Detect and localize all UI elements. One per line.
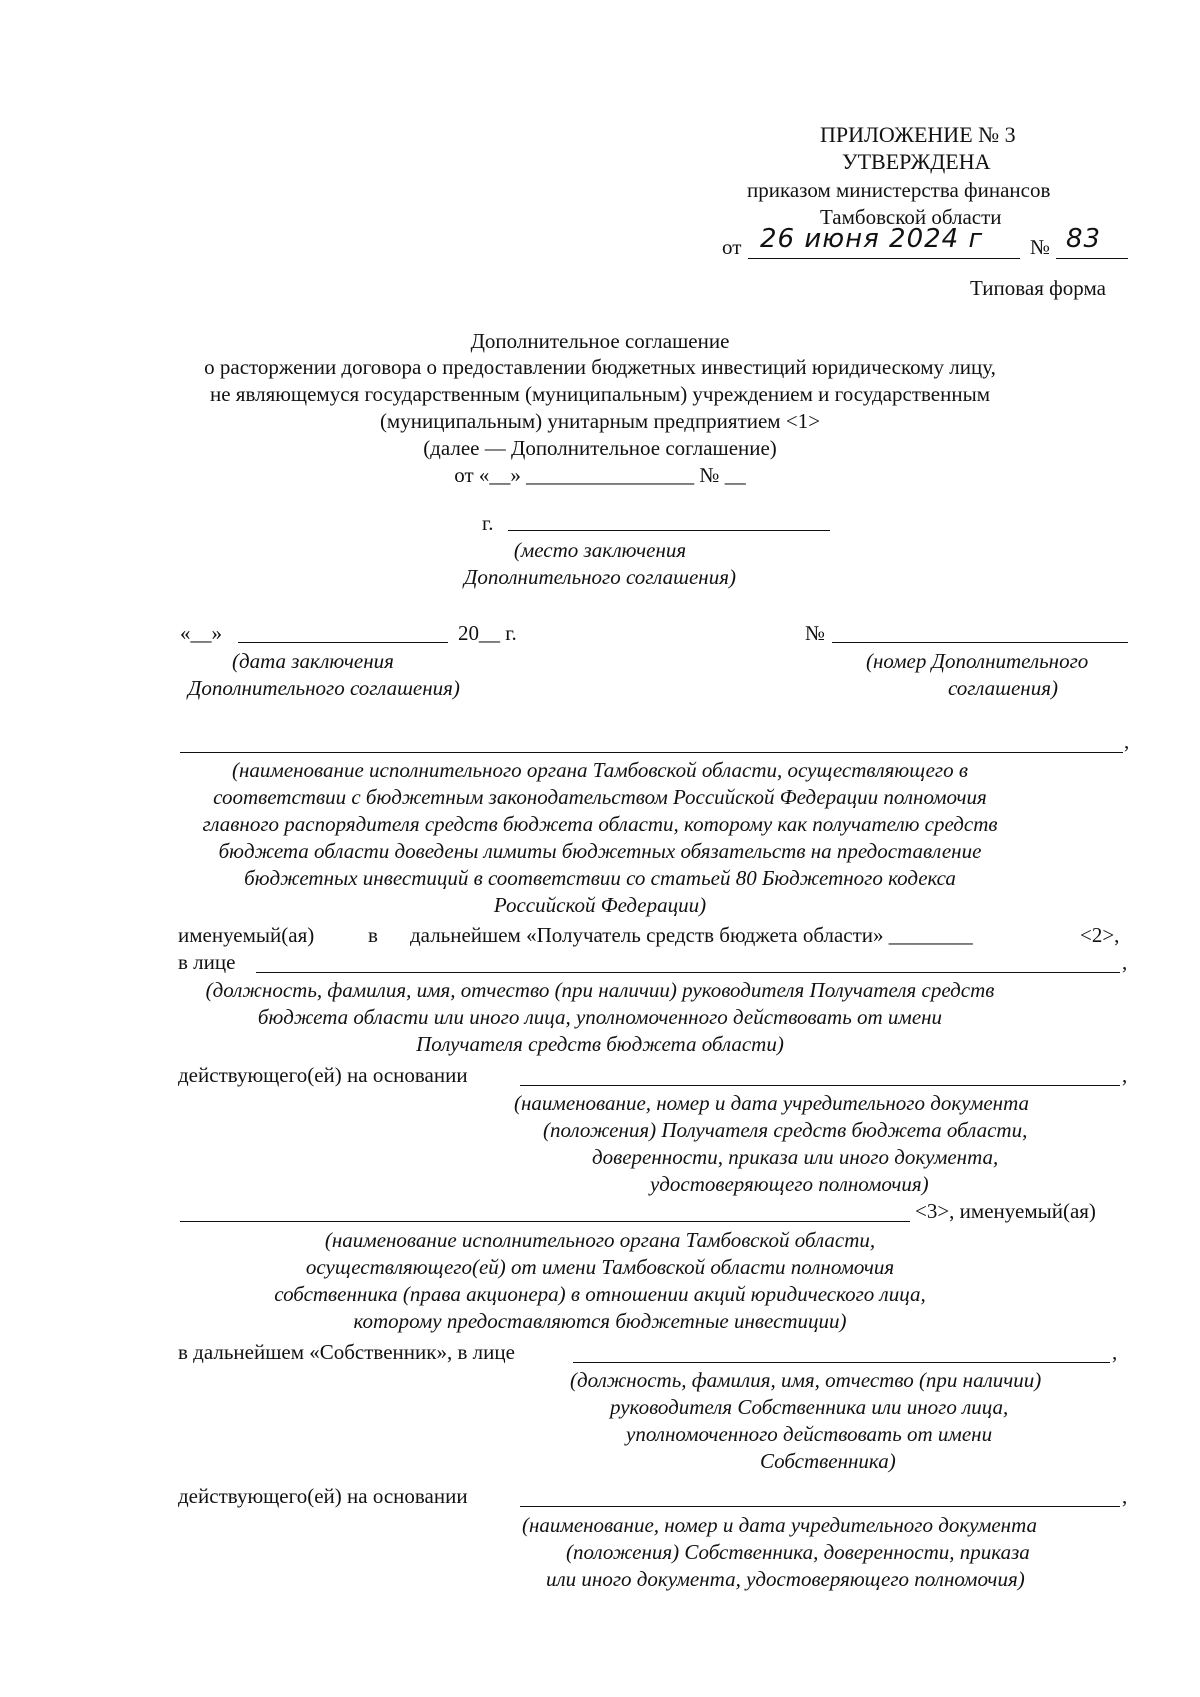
person-underline bbox=[256, 972, 1120, 973]
number-hint-2: соглашения) bbox=[948, 676, 1058, 700]
appendix-label: ПРИЛОЖЕНИЕ № 3 bbox=[820, 122, 1016, 147]
in-person-label: в лице bbox=[178, 950, 236, 974]
order-date-underline bbox=[748, 258, 1020, 259]
basis-comma: , bbox=[1122, 1063, 1128, 1087]
basis-underline-2 bbox=[520, 1506, 1120, 1507]
city-label: г. bbox=[482, 511, 494, 535]
person-hint-2: бюджета области или иного лица, уполномоченного действовать от имени bbox=[257, 1005, 943, 1029]
handwritten-order-number: 83 bbox=[1066, 224, 1102, 254]
document-subtitle-2: не являющемуся государственным (муниципальным) учреждением и государственным bbox=[210, 382, 990, 406]
basis-hint-4: удостоверяющего полномочия) bbox=[650, 1172, 929, 1196]
owner-named-label: в дальнейшем «Собственник», в лице bbox=[178, 1340, 515, 1364]
owner-person-hint-3: уполномоченного действовать от имени bbox=[626, 1422, 993, 1446]
order-number-label: № bbox=[1030, 235, 1051, 259]
organization-hint-3: главного распорядителя средств бюджета области, которому как получателю средств bbox=[202, 812, 998, 836]
document-title: Дополнительное соглашение bbox=[470, 329, 730, 353]
agreement-date-line: от «__» ________________ № __ bbox=[454, 463, 746, 487]
organization-underline bbox=[180, 752, 1123, 753]
place-hint-2: Дополнительного соглашения) bbox=[464, 565, 736, 589]
basis2-hint-2: (положения) Собственника, доверенности, приказа bbox=[566, 1540, 1030, 1564]
document-subtitle-1: о расторжении договора о предоставлении бюджетных инвестиций юридическому лицу, bbox=[204, 355, 996, 379]
organization-comma: , bbox=[1124, 729, 1130, 753]
named-text-c: дальнейшем «Получатель средств бюджета области» ________ bbox=[410, 923, 973, 947]
date-hint-2: Дополнительного соглашения) bbox=[188, 676, 460, 700]
form-type-label: Типовая форма bbox=[970, 276, 1106, 300]
footnote-ref-3: <3>, именуемый(ая) bbox=[915, 1199, 1096, 1223]
acting-basis-label: действующего(ей) на основании bbox=[178, 1063, 468, 1087]
date-year-label: 20__ г. bbox=[458, 621, 517, 645]
organization-hint-1: (наименование исполнительного органа Тамбовской области, осуществляющего в bbox=[232, 758, 968, 782]
basis-hint-3: доверенности, приказа или иного документа, bbox=[592, 1145, 999, 1169]
owner-person-hint-2: руководителя Собственника или иного лица, bbox=[610, 1395, 1009, 1419]
basis-comma-2: , bbox=[1122, 1484, 1128, 1508]
owner-hint-4: которому предоставляются бюджетные инвестиции) bbox=[353, 1309, 847, 1333]
owner-hint-2: осуществляющего(ей) от имени Тамбовской области полномочия bbox=[305, 1255, 895, 1279]
person-hint-1: (должность, фамилия, имя, отчество (при наличии) руководителя Получателя средств bbox=[205, 978, 995, 1002]
date-hint-1: (дата заключения bbox=[232, 649, 394, 673]
order-line-1: приказом министерства финансов bbox=[747, 178, 1051, 202]
approved-label: УТВЕРЖДЕНА bbox=[842, 149, 991, 174]
organization-hint-4: бюджета области доведены лимиты бюджетных обязательств на предоставление bbox=[218, 839, 982, 863]
basis2-hint-3: или иного документа, удостоверяющего полномочия) bbox=[546, 1567, 1025, 1591]
number-underline bbox=[832, 642, 1128, 643]
document-subtitle-3: (муниципальным) унитарным предприятием <1> bbox=[379, 409, 821, 433]
order-number-underline bbox=[1056, 258, 1128, 259]
owner-person-comma: , bbox=[1112, 1340, 1118, 1364]
owner-person-underline bbox=[573, 1362, 1110, 1363]
basis-hint-1: (наименование, номер и дата учредительного документа bbox=[514, 1091, 1030, 1115]
organization-hint-2: соответствии с бюджетным законодательством Российской Федерации полномочия bbox=[213, 785, 987, 809]
named-text-b: в bbox=[368, 923, 378, 947]
owner-hint-3: собственника (права акционера) в отношении акций юридического лица, bbox=[274, 1282, 926, 1306]
footnote-ref-2: <2>, bbox=[1080, 923, 1120, 947]
basis2-hint-1: (наименование, номер и дата учредительного документа bbox=[522, 1513, 1038, 1537]
basis-hint-2: (положения) Получателя средств бюджета области, bbox=[543, 1118, 1028, 1142]
order-from-label: от bbox=[722, 235, 742, 259]
owner-underline bbox=[180, 1221, 910, 1222]
number-hint-1: (номер Дополнительного bbox=[866, 649, 1089, 673]
document-subtitle-4: (далее — Дополнительное соглашение) bbox=[423, 436, 777, 460]
date-day-quotes: «__» bbox=[180, 621, 222, 645]
handwritten-order-date: 26 июня 2024 г bbox=[760, 224, 984, 254]
number-label: № bbox=[805, 621, 826, 645]
basis-underline bbox=[520, 1085, 1120, 1086]
organization-hint-6: Российской Федерации) bbox=[493, 893, 707, 917]
person-comma: , bbox=[1122, 950, 1128, 974]
city-underline bbox=[508, 530, 830, 531]
owner-person-hint-1: (должность, фамилия, имя, отчество (при наличии) bbox=[570, 1368, 1042, 1392]
organization-hint-5: бюджетных инвестиций в соответствии со статьей 80 Бюджетного кодекса bbox=[244, 866, 956, 890]
named-text-a: именуемый(ая) bbox=[178, 923, 315, 947]
person-hint-3: Получателя средств бюджета области) bbox=[416, 1032, 784, 1056]
owner-person-hint-4: Собственника) bbox=[760, 1449, 896, 1473]
order-line-2: Тамбовской области bbox=[820, 205, 1002, 229]
date-month-underline bbox=[238, 642, 448, 643]
place-hint-1: (место заключения bbox=[513, 538, 687, 562]
acting-basis-label-2: действующего(ей) на основании bbox=[178, 1484, 468, 1508]
owner-hint-1: (наименование исполнительного органа Тамбовской области, bbox=[324, 1228, 876, 1252]
